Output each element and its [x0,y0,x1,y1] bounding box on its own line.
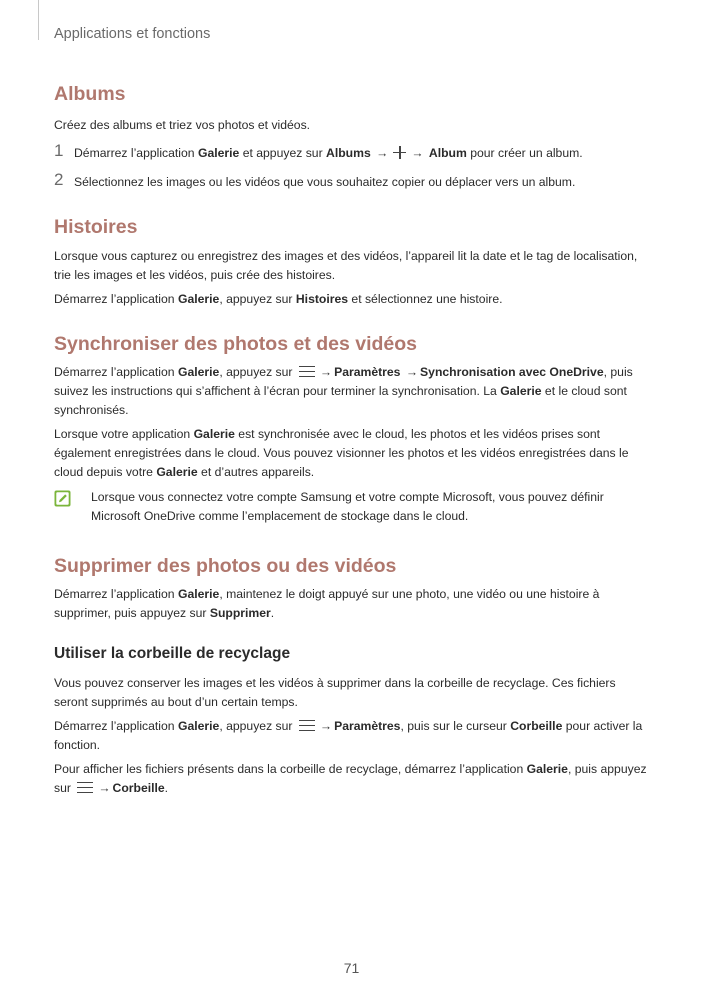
sync-note [54,488,650,526]
histoires-paragraph-1: Lorsque vous capturez ou enregistrez des images et des vidéos, l’appareil lit la date et le tag de localisation, trie les images et les vidéos, puis crée des histoires. [54,249,638,282]
section-title-albums: Albums [54,83,126,105]
section-title-sync: Synchroniser des photos et des vidéos [54,333,418,355]
menu-icon [299,366,315,377]
albums-step-2: 2 Sélectionnez les images ou les vidéos que vous souhaitez copier ou déplacer vers un album. [54,170,576,189]
step-number: 2 [54,170,64,189]
corbeille-paragraph-1: Vous pouvez conserver les images et les vidéos à supprimer dans la corbeille de recyclage. Ces fichiers seront supprimés au bout d’un certain temps. [54,676,616,709]
menu-icon [77,782,93,793]
note-pencil-icon [54,490,71,507]
corbeille-paragraph-3: Pour afficher les fichiers présents dans la corbeille de recyclage, démarrez l’application Galerie, puis appuyez sur → Corbeille. [54,762,647,795]
section-title-supprimer: Supprimer des photos ou des vidéos [54,555,397,577]
subsection-title-corbeille: Utiliser la corbeille de recyclage [54,645,291,662]
section-title-histoires: Histoires [54,216,138,238]
histoires-paragraph-2: Démarrez l’application Galerie, appuyez sur Histoires et sélectionnez une histoire. [54,292,503,306]
sync-paragraph-1: Démarrez l’application Galerie, appuyez sur → Paramètres → Synchronisation avec OneDrive, puis suivez les instructions qui s’affichent à l’écran pour terminer la synchronisation. La Galerie et le cloud sont synchronisés. [54,365,633,417]
page-number: 71 [343,960,360,976]
header-divider [38,0,39,40]
corbeille-paragraph-2: Démarrez l’application Galerie, appuyez sur → Paramètres, puis sur le curseur Corbeille pour activer la fonction. [54,719,643,752]
page-header: Applications et fonctions [54,26,211,42]
page-content [54,82,650,798]
sync-paragraph-2: Lorsque votre application Galerie est synchronisée avec le cloud, les photos et les vidéos prises sont également enregistrées dans le cloud. Vous pouvez visionner les photos et les vidéos enregistrées dans le cloud depuis votre Galerie et d’autres appareils. [54,427,629,479]
step-number: 1 [54,141,64,160]
albums-intro: Créez des albums et triez vos photos et vidéos. [54,118,311,132]
albums-step-1: 1 Démarrez l’application Galerie et appuyez sur Albums → → Album pour créer un album. [54,141,583,160]
note-text: Lorsque vous connectez votre compte Samsung et votre compte Microsoft, vous pouvez définir Microsoft OneDrive comme l’emplacement de stockage dans le cloud. [91,490,604,523]
plus-icon [393,146,406,159]
menu-icon [299,720,315,731]
supprimer-paragraph-1: Démarrez l’application Galerie, maintenez le doigt appuyé sur une photo, une vidéo ou une histoire à supprimer, puis appuyez sur Supprimer. [54,587,600,620]
